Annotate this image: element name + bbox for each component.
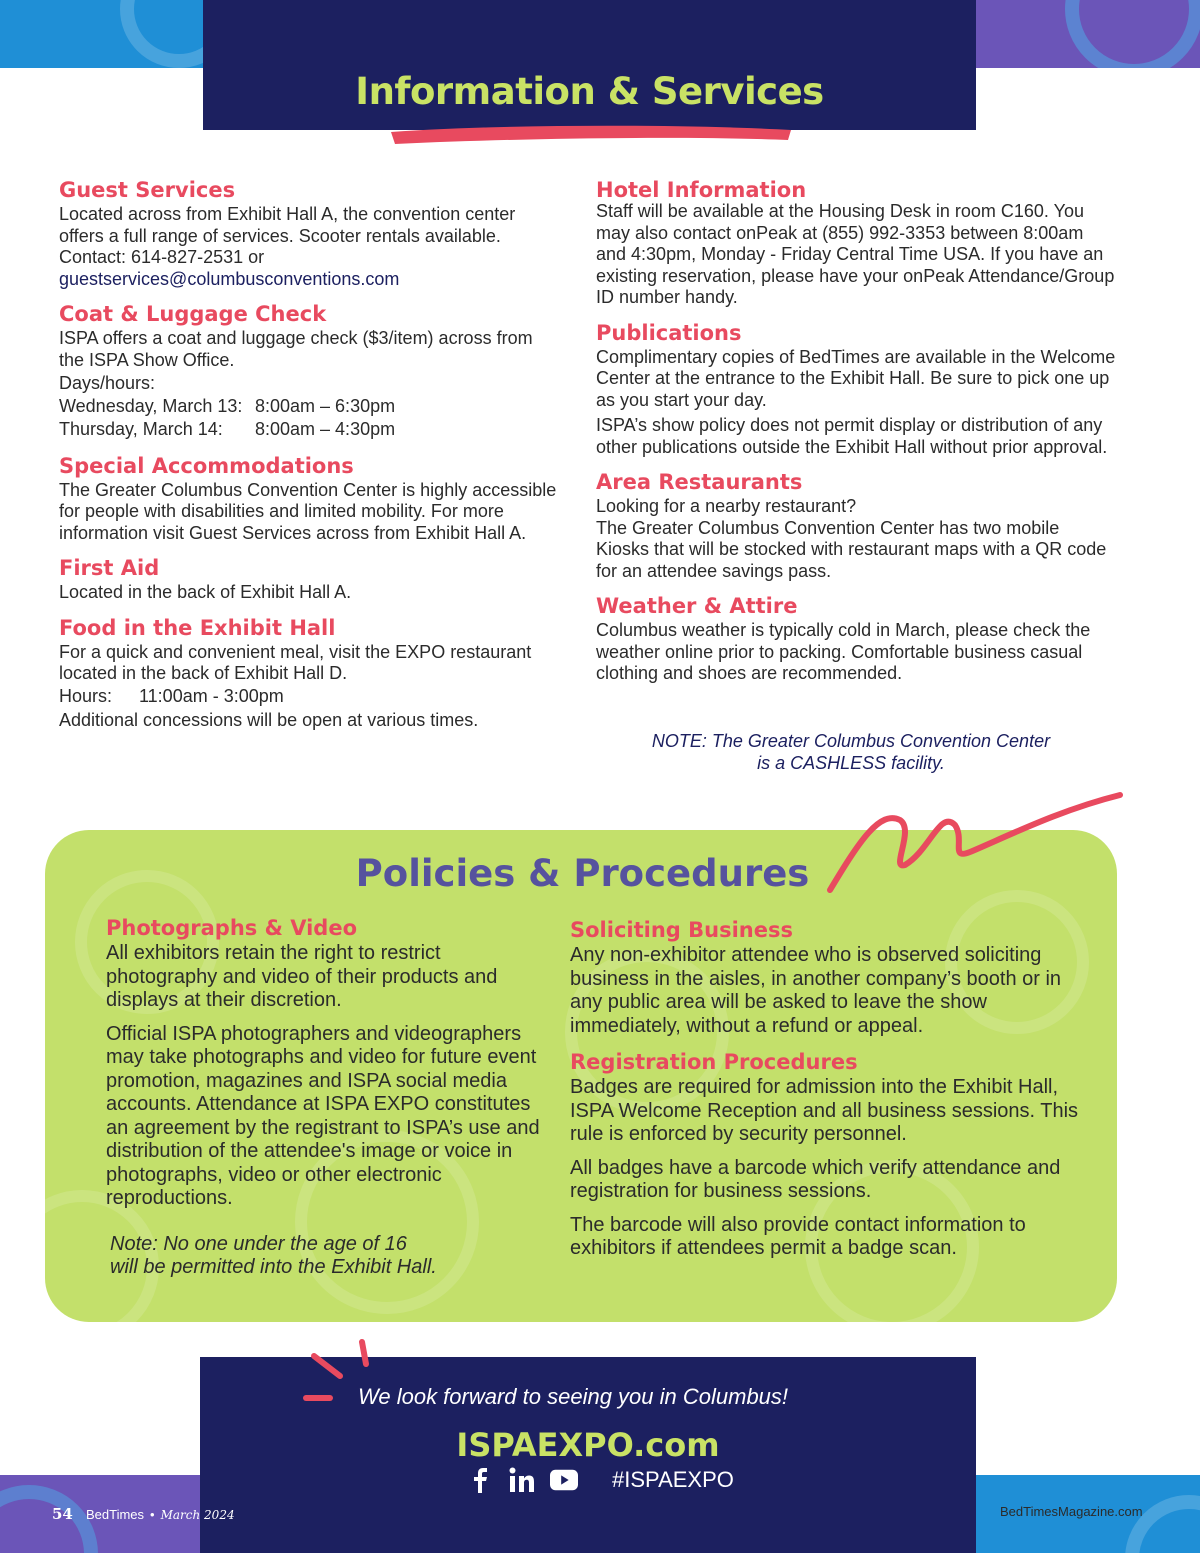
coat-luggage-section — [59, 300, 559, 442]
header-banner — [203, 0, 976, 130]
page-title: Information & Services — [355, 70, 824, 113]
section-text: Staff will be available at the Housing Desk in room C160. You may also contact onPeak at (855) 992-3353 between 8:00am and 4:30pm, Monday - Friday Central Time USA. If you have an existing reservation, please have your onPeak Attendance/Group ID number handy. — [596, 201, 1115, 307]
hours-time: 11:00am - 3:00pm — [139, 685, 284, 706]
footer-tagline: We look forward to seeing you in Columbus! — [358, 1384, 789, 1409]
hours-day: Wednesday, March 13: — [59, 395, 243, 416]
section-heading: First Aid — [59, 556, 160, 580]
info-column-left — [59, 176, 559, 742]
section-text: Badges are required for admission into the Exhibit Hall, ISPA Welcome Reception and all business sessions. This rule is enforced by security personnel. — [570, 1076, 1079, 1145]
cashless-note-line: is a CASHLESS facility. — [757, 753, 945, 773]
policies-column-right — [570, 916, 1090, 1271]
section-text: Any non-exhibitor attendee who is observed soliciting business in the aisles, in another company’s booth or in any public area will be asked to leave the show immediately, without a refund or appeal. — [570, 944, 1062, 1037]
section-heading: Guest Services — [59, 178, 236, 202]
weather-attire-section — [596, 592, 1116, 685]
linkedin-icon[interactable] — [508, 1466, 536, 1494]
section-heading: Publications — [596, 320, 742, 345]
age-note-line: Note: No one under the age of 16 — [110, 1232, 407, 1255]
hours-label: Hours: — [59, 685, 113, 706]
section-heading: Food in the Exhibit Hall — [59, 615, 336, 640]
facebook-icon[interactable] — [466, 1466, 494, 1494]
publications-section — [596, 319, 1116, 459]
section-text: For a quick and convenient meal, visit the EXPO restaurant located in the back of Exhibit Hall D. — [59, 641, 532, 683]
youtube-icon[interactable] — [550, 1466, 578, 1494]
corner-decoration-top-right — [975, 0, 1200, 68]
hours-time: 8:00am – 6:30pm — [255, 395, 396, 416]
section-text: Looking for a nearby restaurant? — [596, 496, 857, 516]
hours-day: Thursday, March 14: — [59, 419, 223, 439]
section-text: Located in the back of Exhibit Hall A. — [59, 582, 352, 602]
section-text: Located across from Exhibit Hall A, the convention center offers a full range of services. Scooter rentals available. — [59, 204, 516, 246]
policies-title: Policies & Procedures — [355, 852, 810, 895]
page-number: 54 — [52, 1505, 73, 1523]
section-text: Columbus weather is typically cold in March, please check the weather online prior to packing. Comfortable business casual clothing and shoes are recommended. — [596, 620, 1091, 683]
section-text: All exhibitors retain the right to restrict photography and video of their products and displays at their discretion. — [106, 942, 498, 1011]
cashless-note-line: NOTE: The Greater Columbus Convention Center — [651, 731, 1051, 751]
section-heading: Photographs & Video — [106, 916, 357, 940]
hours-row — [59, 418, 559, 442]
info-column-right — [596, 176, 1116, 695]
food-section — [59, 614, 559, 732]
magazine-website[interactable]: BedTimesMagazine.com — [1000, 1504, 1143, 1519]
section-heading: Weather & Attire — [596, 594, 798, 618]
section-text: Additional concessions will be open at various times. — [59, 710, 479, 730]
guest-services-email-link[interactable]: guestservices@columbusconventions.com — [59, 268, 400, 289]
section-text: The Greater Columbus Convention Center is highly accessible for people with disabilities and limited mobility. For more information visit Guest Services across from Exhibit Hall A. — [59, 479, 557, 543]
section-text: All badges have a barcode which verify attendance and registration for business sessions. — [570, 1156, 1061, 1202]
magazine-credit — [86, 1507, 235, 1522]
special-accommodations-section — [59, 452, 559, 545]
contact-text: Contact: 614-827-2531 or — [59, 247, 265, 267]
hours-time: 8:00am – 4:30pm — [255, 419, 396, 439]
section-text: ISPA offers a coat and luggage check ($3/item) across from the ISPA Show Office. — [59, 328, 533, 370]
section-text: Complimentary copies of BedTimes are available in the Welcome Center at the entrance to the Exhibit Hall. Be sure to pick one up as you start your day. — [596, 346, 1116, 410]
event-website-link[interactable]: ISPAEXPO.com — [456, 1426, 720, 1464]
scribble-decoration — [820, 790, 1130, 900]
section-heading: Soliciting Business — [570, 918, 793, 942]
cashless-note — [596, 730, 1106, 774]
section-text: The barcode will also provide contact information to exhibitors if attendees permit a badge scan. — [570, 1213, 1026, 1259]
social-links — [466, 1466, 734, 1494]
section-heading: Hotel Information — [596, 178, 807, 202]
section-heading: Special Accommodations — [59, 453, 354, 478]
area-restaurants-section — [596, 468, 1116, 582]
title-underline-stroke — [383, 120, 798, 148]
section-text: ISPA’s show policy does not permit display or distribution of any other publications outside the Exhibit Hall without prior approval. — [596, 415, 1108, 457]
section-text: Official ISPA photographers and videographers may take photographs and video for future event promotion, magazines and ISPA social media accounts. Attendance at ISPA EXPO constitutes an agreement by the registrant to ISPA’s use and distribution of the attendee's image or voice in photographs, video or other electronic reproductions. — [106, 1022, 540, 1209]
section-text: The Greater Columbus Convention Center has two mobile Kiosks that will be stocked with restaurant maps with a QR code for an attendee savings pass. — [596, 517, 1107, 581]
policies-column-left — [106, 914, 546, 1280]
issue-date: March 2024 — [160, 1508, 235, 1522]
age-note — [106, 1233, 546, 1280]
hours-row — [59, 395, 559, 419]
section-heading: Registration Procedures — [570, 1050, 858, 1074]
section-heading: Coat & Luggage Check — [59, 302, 327, 326]
hashtag-text: #ISPAEXPO — [612, 1467, 734, 1492]
magazine-name: BedTimes — [86, 1507, 145, 1522]
corner-decoration-top-left — [0, 0, 205, 68]
age-note-line: will be permitted into the Exhibit Hall. — [110, 1256, 437, 1278]
hours-label: Days/hours: — [59, 373, 156, 393]
hours-row — [59, 685, 559, 709]
section-heading: Area Restaurants — [596, 470, 803, 494]
hotel-information-section — [596, 176, 1116, 309]
separator-dot: • — [150, 1507, 155, 1522]
guest-services-section — [59, 176, 559, 290]
first-aid-section — [59, 554, 559, 604]
